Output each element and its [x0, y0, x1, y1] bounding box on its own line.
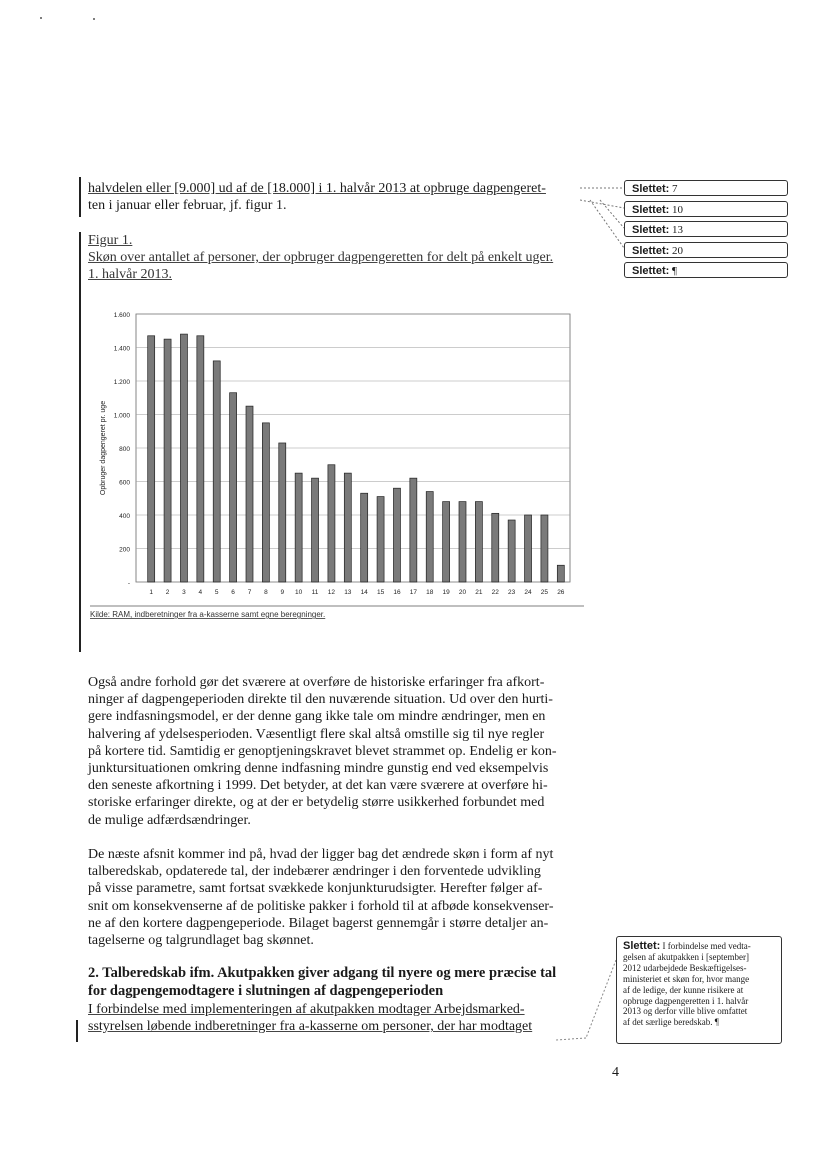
figure-subtitle: 1. halvår 2013. — [88, 267, 172, 283]
y-tick-label: 1.400 — [113, 345, 130, 353]
paragraph-line: på visse parametre, samt fortsat svækkede konjunkturudsigter. Herefter følger af- — [88, 881, 543, 897]
comment-line: af det særlige beredskab. ¶ — [623, 1017, 719, 1028]
comment-deleted-13[interactable] — [624, 221, 788, 237]
x-tick-label: 10 — [295, 589, 303, 596]
x-tick-label: 4 — [198, 589, 203, 596]
comment-deleted-7[interactable] — [624, 180, 788, 196]
paragraph-line: ne af den kortere dagpengeperiode. Bilaget bagerst gennemgår i større detaljer an- — [88, 915, 549, 931]
section-heading — [88, 965, 588, 1000]
x-tick-label: 12 — [327, 589, 336, 596]
comment-line: af de ledige, der kunne risikere at — [623, 984, 744, 995]
x-tick-label: 22 — [491, 589, 499, 596]
bar — [148, 336, 155, 582]
comment-deleted-pilcrow[interactable] — [624, 262, 788, 278]
figure-label: Figur 1. — [88, 233, 133, 248]
comment-line: 2013 og derfor ville blive omfattet — [623, 1006, 748, 1017]
comment-text: 20 — [672, 245, 684, 257]
chart-source: Kilde: RAM, indberetninger fra a-kasserne samt egne beregninger. — [90, 610, 326, 619]
y-tick-label: 1.000 — [113, 412, 130, 420]
comment-deleted-paragraph[interactable] — [616, 936, 782, 1044]
paragraph-line: talberedskab, opdaterede tal, der indebærer ændringer i den forventede udvikling — [88, 864, 541, 880]
paragraph-line: gere indfasningsmodel, er der denne gang ikke tale om mindre ændringer, men en — [88, 709, 546, 725]
comment-label: Slettet: — [623, 940, 661, 952]
x-tick-label: 8 — [264, 589, 268, 596]
x-tick-label: 3 — [182, 589, 186, 596]
top-paragraph — [88, 180, 582, 214]
y-tick-label: 1.200 — [113, 379, 130, 386]
comment-line: gelsen af akutpakken i [september] — [623, 951, 749, 962]
comment-connectors — [580, 180, 630, 260]
bar — [213, 361, 220, 582]
bar — [180, 334, 187, 582]
bar — [246, 406, 253, 582]
x-tick-label: 19 — [442, 589, 450, 596]
revision-bar — [76, 1020, 78, 1042]
x-tick-label: 23 — [508, 589, 516, 596]
paragraph-line: de mulige adfærdsændringer. — [88, 812, 251, 828]
page-number: 4 — [612, 1065, 619, 1080]
scan-speck — [40, 17, 42, 19]
x-tick-label: 13 — [344, 589, 352, 596]
bar — [344, 473, 351, 582]
x-tick-label: 26 — [557, 589, 565, 596]
bar — [197, 336, 204, 582]
inserted-line: sstyrelsen løbende indberetninger fra a-kasserne om personer, der har modtaget — [88, 1019, 533, 1035]
inserted-paragraph — [88, 1001, 588, 1035]
heading-line: for dagpengemodtagere i slutningen af dagpengeperioden — [88, 982, 444, 999]
x-tick-label: 9 — [280, 589, 285, 596]
inserted-line: I forbindelse med implementeringen af akutpakken modtager Arbejdsmarked- — [88, 1002, 525, 1017]
comment-label: Slettet: — [632, 204, 670, 216]
comment-label: Slettet: — [632, 265, 670, 277]
paragraph-line: ten i januar eller februar, jf. figur 1. — [88, 198, 287, 214]
body-paragraph-1 — [88, 674, 582, 829]
paragraph-line: ninger af dagpengeperioden direkte til den nuværende situation. Ud over den hurti- — [88, 692, 553, 708]
x-tick-label: 17 — [409, 589, 417, 596]
x-tick-label: 21 — [475, 589, 483, 596]
bar — [541, 515, 548, 582]
bar — [312, 478, 319, 582]
scan-speck — [93, 18, 95, 20]
paragraph-line: storiske erfaringer direkte, og at der er betydelig større usikkerhed forbundet med — [88, 795, 545, 811]
bar — [475, 502, 482, 582]
y-tick-label: - — [127, 580, 130, 587]
x-tick-label: 1 — [149, 589, 154, 596]
comment-deleted-10[interactable] — [624, 201, 788, 217]
comment-label: Slettet: — [632, 224, 670, 236]
comment-deleted-20[interactable] — [624, 242, 788, 258]
bar — [377, 497, 384, 582]
x-tick-label: 5 — [214, 589, 219, 596]
bar — [393, 488, 400, 582]
bar — [164, 339, 171, 582]
bar — [361, 493, 368, 582]
paragraph-line: snit om konsekvenserne af de politiske pakker i forhold til at afbøde konsekvenser- — [88, 898, 554, 914]
revision-bar — [79, 177, 81, 217]
bar — [557, 565, 564, 582]
heading-line: 2. Talberedskab ifm. Akutpakken giver adgang til nyere og mere præcise tal — [88, 965, 557, 981]
x-tick-label: 25 — [540, 589, 549, 596]
paragraph-line: den seneste afkortning i 1999. Det betyder, at det kan være sværere at overføre hi- — [88, 778, 548, 794]
revision-bar — [79, 232, 81, 652]
x-tick-label: 6 — [231, 589, 235, 596]
comment-line: opbruge dagpengeretten i 1. halvår — [623, 995, 749, 1006]
comment-text: 10 — [672, 204, 684, 216]
figure-caption — [88, 232, 582, 284]
bar — [230, 393, 237, 582]
comment-line: ministeriet et skøn for, hvor mange — [623, 973, 750, 984]
bar — [426, 492, 433, 582]
y-tick-label: 600 — [119, 479, 130, 487]
comment-text: 7 — [672, 183, 678, 195]
paragraph-line: halvdelen eller [9.000] ud af de [18.000] i 1. halvår 2013 at opbruge dagpengeret- — [88, 181, 546, 196]
x-tick-label: 15 — [376, 589, 385, 596]
y-tick-label: 1.600 — [113, 312, 130, 319]
bar — [492, 513, 499, 582]
y-tick-label: 200 — [119, 546, 130, 554]
y-tick-label: 400 — [119, 513, 130, 520]
x-tick-label: 7 — [247, 589, 252, 596]
x-tick-label: 16 — [393, 589, 401, 596]
x-tick-label: 11 — [311, 589, 319, 596]
x-tick-label: 2 — [165, 589, 170, 596]
paragraph-line: på kortere tid. Samtidig er genoptjeningskravet blevet strammet op. Endelig er kon- — [88, 743, 557, 759]
comment-line: I forbindelse med vedta- — [662, 941, 751, 951]
bar-chart — [90, 302, 584, 624]
paragraph-line: Også andre forhold gør det sværere at overføre de historiske erfaringer fra afkort- — [88, 675, 545, 690]
paragraph-line: junktursituationen omkring denne indfasning mindre gunstig end ved eksempelvis — [88, 761, 549, 777]
comment-line: 2012 udarbejdede Beskæftigelses- — [623, 962, 747, 973]
paragraph-line: tagelserne og talgrundlaget bag skønnet. — [88, 933, 314, 949]
bar — [262, 423, 269, 582]
comment-text: ¶ — [672, 265, 678, 277]
comment-label: Slettet: — [632, 245, 670, 257]
comment-text: 13 — [672, 224, 684, 236]
figure-title: Skøn over antallet af personer, der opbruger dagpengeretten for delt på enkelt uger. — [88, 250, 554, 266]
bar — [279, 443, 286, 582]
bar — [443, 502, 450, 582]
x-tick-label: 18 — [426, 589, 434, 596]
y-axis-label: Opbruger dagpengeret pr. uge — [100, 400, 107, 496]
x-tick-label: 24 — [524, 589, 532, 596]
bar — [328, 465, 335, 582]
bar — [459, 502, 466, 582]
bar — [525, 515, 532, 582]
bar — [410, 478, 417, 582]
comment-label: Slettet: — [632, 183, 670, 195]
x-tick-label: 14 — [360, 589, 368, 596]
paragraph-line: De næste afsnit kommer ind på, hvad der ligger bag det ændrede skøn i form af nyt — [88, 847, 554, 862]
bar — [295, 473, 302, 582]
chart-svg — [90, 302, 584, 624]
x-tick-label: 20 — [458, 589, 467, 596]
comment-connector — [556, 960, 618, 1050]
paragraph-line: halvering af ydelsesperioden. Væsentligt flere skal altså omstille sig til nye regler — [88, 726, 545, 742]
y-tick-label: 800 — [119, 446, 130, 453]
body-paragraph-2 — [88, 846, 582, 949]
bar — [508, 520, 515, 582]
